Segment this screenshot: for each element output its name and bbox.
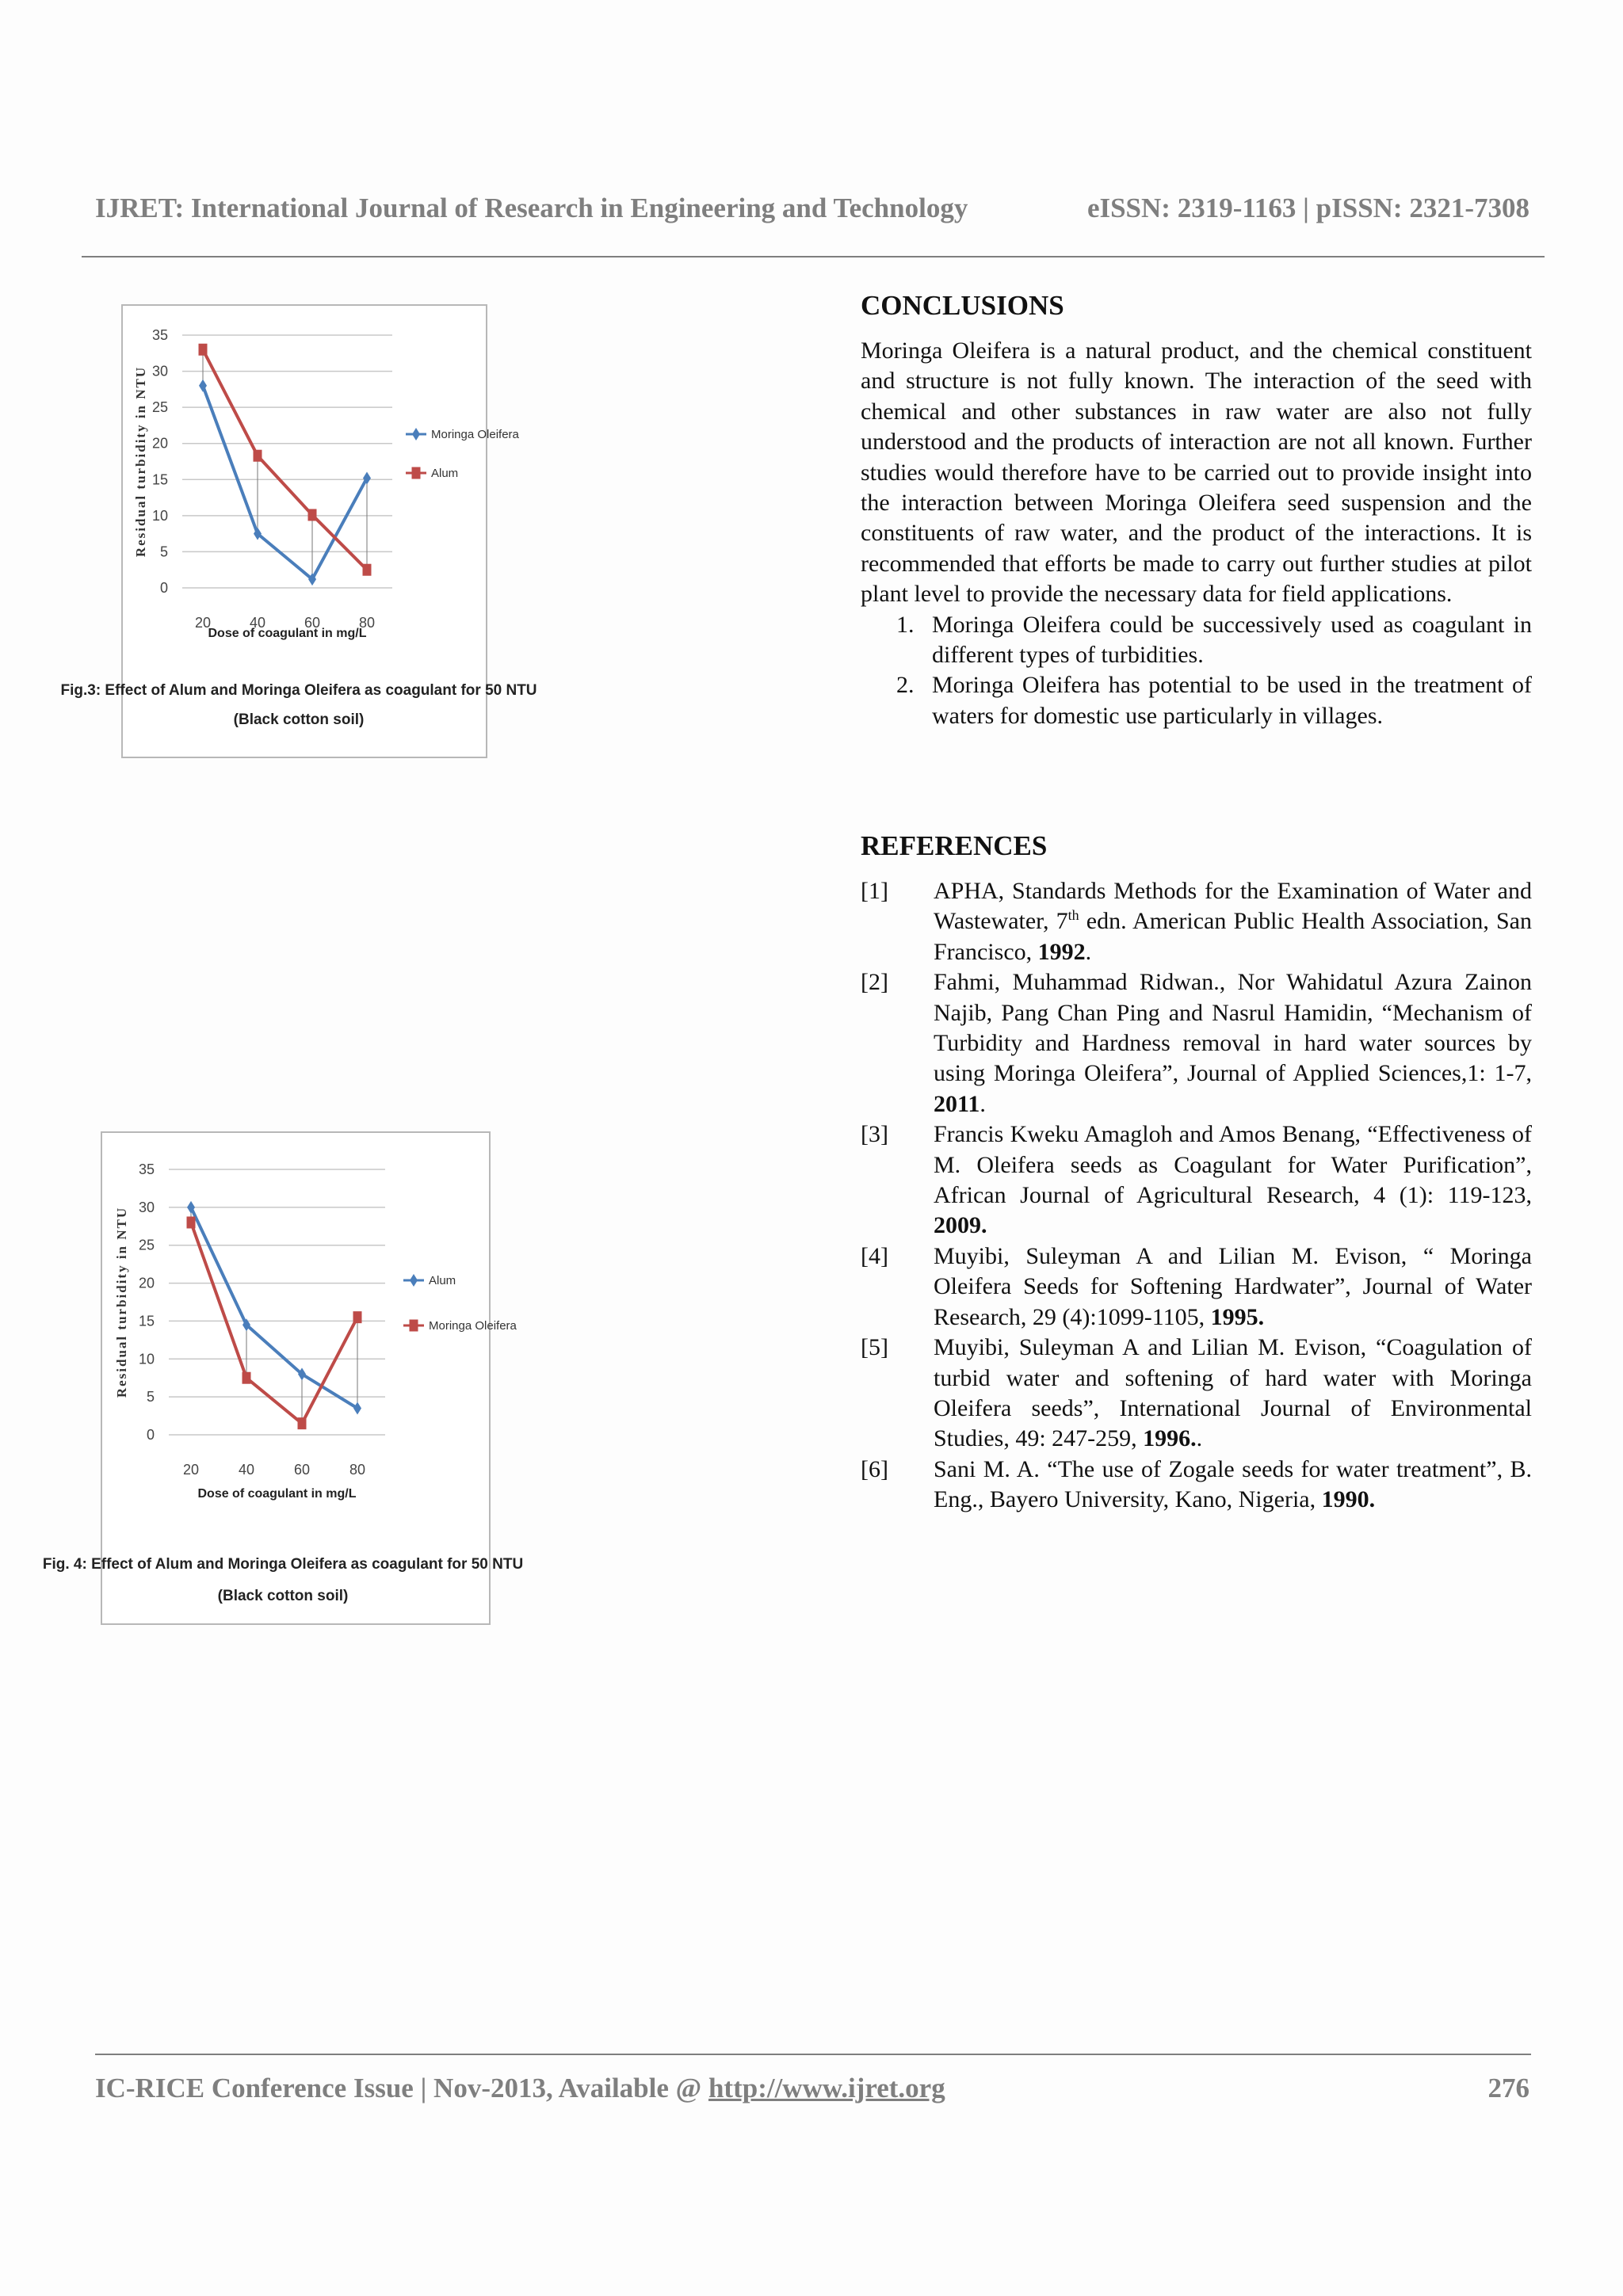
reference-item	[861, 1333, 1532, 1455]
reference-number: [2]	[861, 969, 888, 996]
conclusion-text: Moringa Oleifera has potential to be used in the treatment of waters for domestic use particularly in villages.	[932, 672, 1532, 729]
y-tick-label: 30	[151, 363, 168, 379]
data-point	[187, 1217, 196, 1229]
references-section	[861, 830, 1532, 1516]
data-point	[254, 450, 262, 462]
data-point	[308, 509, 317, 521]
figure-caption-sub: (Black cotton soil)	[217, 1588, 349, 1604]
header-rule	[82, 256, 1545, 257]
x-axis-label: Dose of coagulant in mg/L	[208, 627, 367, 640]
x-tick-label: 20	[194, 615, 212, 631]
y-tick-label: 25	[151, 399, 168, 416]
conclusion-text: Moringa Oleifera could be successively used as coagulant in different types of turbidities.	[932, 611, 1532, 669]
y-tick-label: 10	[138, 1351, 155, 1367]
reference-text: .	[1196, 1425, 1203, 1452]
y-tick-label: 5	[159, 543, 168, 560]
conclusion-number: 2.	[896, 672, 915, 699]
y-tick-label: 30	[138, 1199, 155, 1215]
reference-item	[861, 1119, 1532, 1241]
series-line-1	[203, 349, 367, 570]
journal-link[interactable]: http://www.ijret.org	[708, 2073, 945, 2103]
reference-text: Muyibi, Suleyman A and Lilian M. Evison, “ Moringa Oleifera Seeds for Softening Hardwater”, Journal of Water Research, 29 (4):1099-1105,	[934, 1242, 1532, 1330]
y-tick-label: 10	[151, 507, 168, 524]
legend-marker	[412, 428, 420, 441]
reference-number: [3]	[861, 1121, 888, 1148]
reference-text: .	[1085, 938, 1092, 965]
figure-caption: Fig.3: Effect of Alum and Moringa Oleifera as coagulant for 50 NTU	[60, 682, 537, 699]
figure-caption-sub: (Black cotton soil)	[233, 711, 365, 728]
footer-issue	[95, 2073, 945, 2104]
reference-superscript: th	[1067, 907, 1079, 924]
reference-year: 2009.	[934, 1212, 987, 1239]
reference-text: Muyibi, Suleyman A and Lilian M. Evison, “Coagulation of turbid water and softening of hard water with Moringa Oleifera seeds”, International Journal of Environmental Studies, 49: 247-259,	[934, 1334, 1532, 1452]
series-line-0	[191, 1207, 357, 1409]
reference-year: 1996.	[1143, 1425, 1197, 1452]
reference-year: 1990.	[1321, 1486, 1376, 1513]
y-tick-label: 15	[138, 1313, 155, 1329]
legend-marker	[412, 467, 421, 479]
figure-3-chart	[60, 306, 537, 757]
reference-item	[861, 1241, 1532, 1333]
legend-label: Alum	[431, 467, 459, 480]
data-point	[199, 344, 208, 356]
issn: eISSN: 2319-1163 | pISSN: 2321-7308	[1086, 193, 1529, 223]
footer-issue-text: IC-RICE Conference Issue | Nov-2013, Available @	[95, 2073, 708, 2103]
legend-marker	[410, 1274, 418, 1287]
conclusion-item	[861, 670, 1532, 731]
footer-rule	[95, 2054, 1531, 2055]
figure-caption: Fig. 4: Effect of Alum and Moringa Oleifera as coagulant for 50 NTU	[42, 1556, 524, 1573]
references-list	[861, 876, 1532, 1516]
x-tick-label: 40	[249, 615, 266, 631]
reference-text: Francis Kweku Amagloh and Amos Benang, “Effectiveness of M. Oleifera seeds as Coagulant for Water Purification”, African Journal of Agricultural Research, 4 (1): 119-123,	[934, 1121, 1532, 1209]
x-tick-label: 40	[238, 1462, 255, 1478]
reference-item	[861, 967, 1532, 1119]
data-point	[353, 1311, 362, 1323]
page-number: 276	[1487, 2073, 1529, 2103]
conclusions-paragraph: Moringa Oleifera is a natural product, and the chemical constituent and structure is not fully known. The interaction of the seed with chemical and other substances in raw water are also not fully understood and the products of interaction are not all known. Further studies would therefore have to be carried out to provide insight into the interaction between Moringa Oleifera seed suspension and the constituents of raw water, and the product of the interactions. It is recommended that efforts be made to carry out further studies at pilot plant level to provide the necessary data for field applications.	[861, 338, 1532, 608]
y-tick-label: 15	[151, 471, 168, 488]
y-tick-label: 20	[151, 435, 168, 452]
x-tick-label: 60	[304, 615, 321, 631]
running-header	[95, 193, 1529, 227]
reference-number: [6]	[861, 1455, 888, 1482]
figure-4	[42, 1131, 524, 1625]
data-point	[353, 1402, 361, 1415]
references-heading: REFERENCES	[861, 830, 1048, 861]
legend-marker	[410, 1320, 418, 1332]
x-tick-label: 60	[293, 1462, 311, 1478]
figure-4-chart	[42, 1133, 524, 1623]
reference-year: 1992	[1037, 938, 1086, 965]
y-axis-label: Residual turbidity in NTU	[114, 1206, 129, 1398]
y-tick-label: 35	[138, 1161, 155, 1177]
legend-label: Moringa Oleifera	[429, 1319, 517, 1333]
data-point	[363, 564, 372, 576]
figure-3	[60, 304, 537, 758]
y-axis-label: Residual turbidity in NTU	[133, 365, 148, 558]
y-tick-label: 0	[159, 580, 168, 596]
x-axis-label: Dose of coagulant in mg/L	[197, 1487, 357, 1501]
y-tick-label: 5	[146, 1389, 155, 1405]
y-tick-label: 25	[138, 1237, 155, 1253]
legend-label: Alum	[429, 1274, 456, 1287]
reference-text: Sani M. A. “The use of Zogale seeds for water treatment”, B. Eng., Bayero University, Kano, Nigeria,	[934, 1455, 1532, 1513]
x-tick-label: 80	[358, 615, 376, 631]
data-point	[298, 1417, 307, 1429]
reference-text: .	[980, 1090, 986, 1117]
reference-item	[861, 1455, 1532, 1516]
reference-text: edn. American Public Health Association, San Francisco,	[934, 908, 1532, 965]
legend-label: Moringa Oleifera	[431, 428, 519, 441]
reference-text: Fahmi, Muhammad Ridwan., Nor Wahidatul Azura Zainon Najib, Pang Chan Ping and Nasrul Hamidin, “Mechanism of Turbidity and Hardness removal in hard water sources by using Moringa Oleifera”, Journal of Applied Sciences,1: 1-7,	[934, 969, 1532, 1087]
reference-year: 1995.	[1210, 1303, 1265, 1330]
reference-number: [5]	[861, 1334, 888, 1361]
conclusions-section	[861, 290, 1532, 731]
reference-item	[861, 876, 1532, 967]
conclusions-heading: CONCLUSIONS	[861, 290, 1064, 321]
conclusion-number: 1.	[896, 611, 915, 638]
conclusions-list	[861, 610, 1532, 732]
x-tick-label: 20	[182, 1462, 200, 1478]
y-tick-label: 35	[151, 327, 168, 343]
y-tick-label: 20	[138, 1275, 155, 1291]
reference-year: 2011	[934, 1090, 980, 1117]
reference-number: [1]	[861, 878, 888, 904]
reference-number: [4]	[861, 1242, 888, 1269]
y-tick-label: 0	[146, 1427, 155, 1443]
running-footer	[95, 2073, 1529, 2107]
conclusion-item	[861, 610, 1532, 671]
series-line-0	[203, 386, 367, 579]
x-tick-label: 80	[349, 1462, 366, 1478]
data-point	[242, 1372, 251, 1384]
journal-name: IJRET: International Journal of Research in Engineering and Technology	[95, 193, 968, 223]
reference-text: APHA, Standards Methods for the Examination of Water and Wastewater, 7	[934, 878, 1532, 935]
